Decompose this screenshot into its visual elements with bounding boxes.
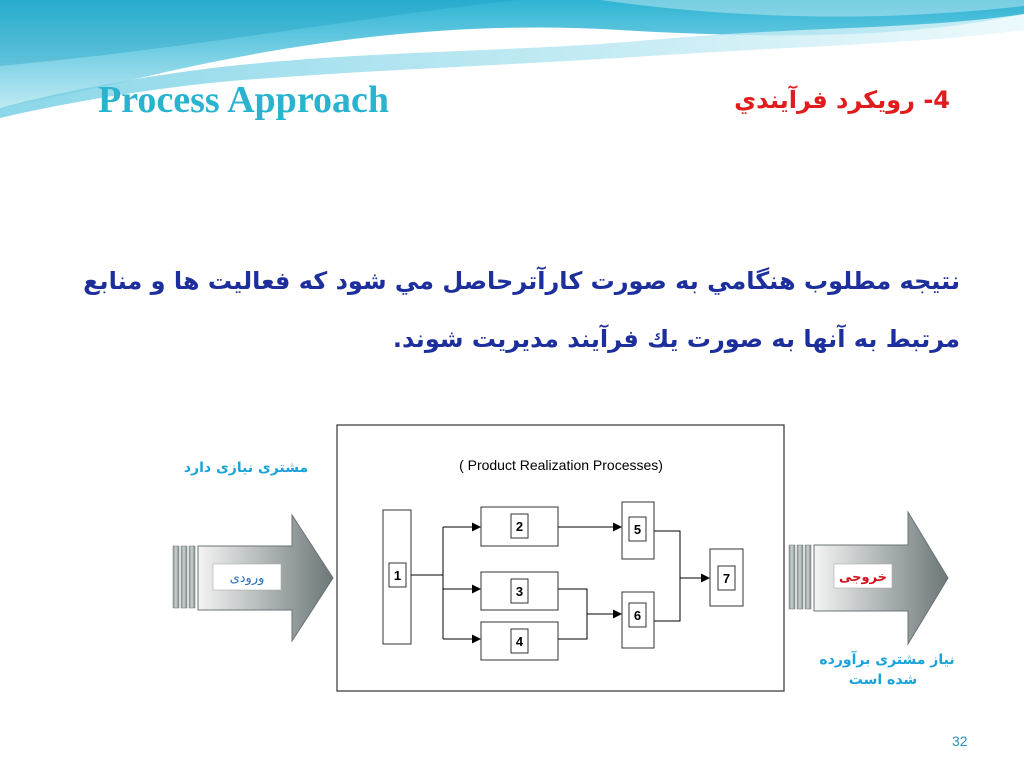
process-box-4 (481, 622, 558, 660)
customer-satisfied-line1: نیاز مشتری برآورده (819, 652, 955, 668)
output-bar-3 (805, 545, 811, 609)
slide-title-persian: 4- رويكرد فرآيندي (734, 86, 950, 114)
slide-body-text: نتيجه مطلوب هنگامي به صورت كارآترحاصل مي شود كه فعاليت ها و منابع مرتبط به آنها به صورت يك فرآيند مديريت شوند. (83, 267, 960, 353)
slide-title-english: Process Approach (98, 79, 389, 121)
process-box-1-label: 1 (393, 568, 402, 583)
output-arrow (789, 512, 948, 644)
process-box-2-label: 2 (515, 519, 524, 534)
process-frame-title: ( Product Realization Processes) (459, 457, 663, 473)
customer-satisfied-line2: شده است (848, 672, 918, 688)
process-box-6-label: 6 (633, 608, 642, 623)
output-label: خروجی (838, 570, 888, 585)
input-label: ورودی (229, 571, 265, 586)
output-bar-1 (789, 545, 795, 609)
page-number: 32 (952, 733, 968, 749)
process-box-5-label: 5 (633, 522, 642, 537)
process-box-1 (383, 510, 411, 644)
output-bar-2 (797, 545, 803, 609)
input-bar-2 (181, 546, 187, 608)
input-arrow (173, 515, 333, 641)
process-box-7-label: 7 (722, 571, 731, 586)
process-box-6 (622, 592, 654, 648)
process-box-4-label: 4 (515, 634, 524, 649)
process-box-5 (622, 502, 654, 559)
process-box-2 (481, 507, 558, 546)
input-bar-1 (173, 546, 179, 608)
customer-need-label: مشتری نیازی دارد (183, 460, 309, 476)
process-box-7 (710, 549, 743, 606)
process-box-3 (481, 572, 558, 610)
input-bar-3 (189, 546, 195, 608)
process-box-3-label: 3 (515, 584, 524, 599)
